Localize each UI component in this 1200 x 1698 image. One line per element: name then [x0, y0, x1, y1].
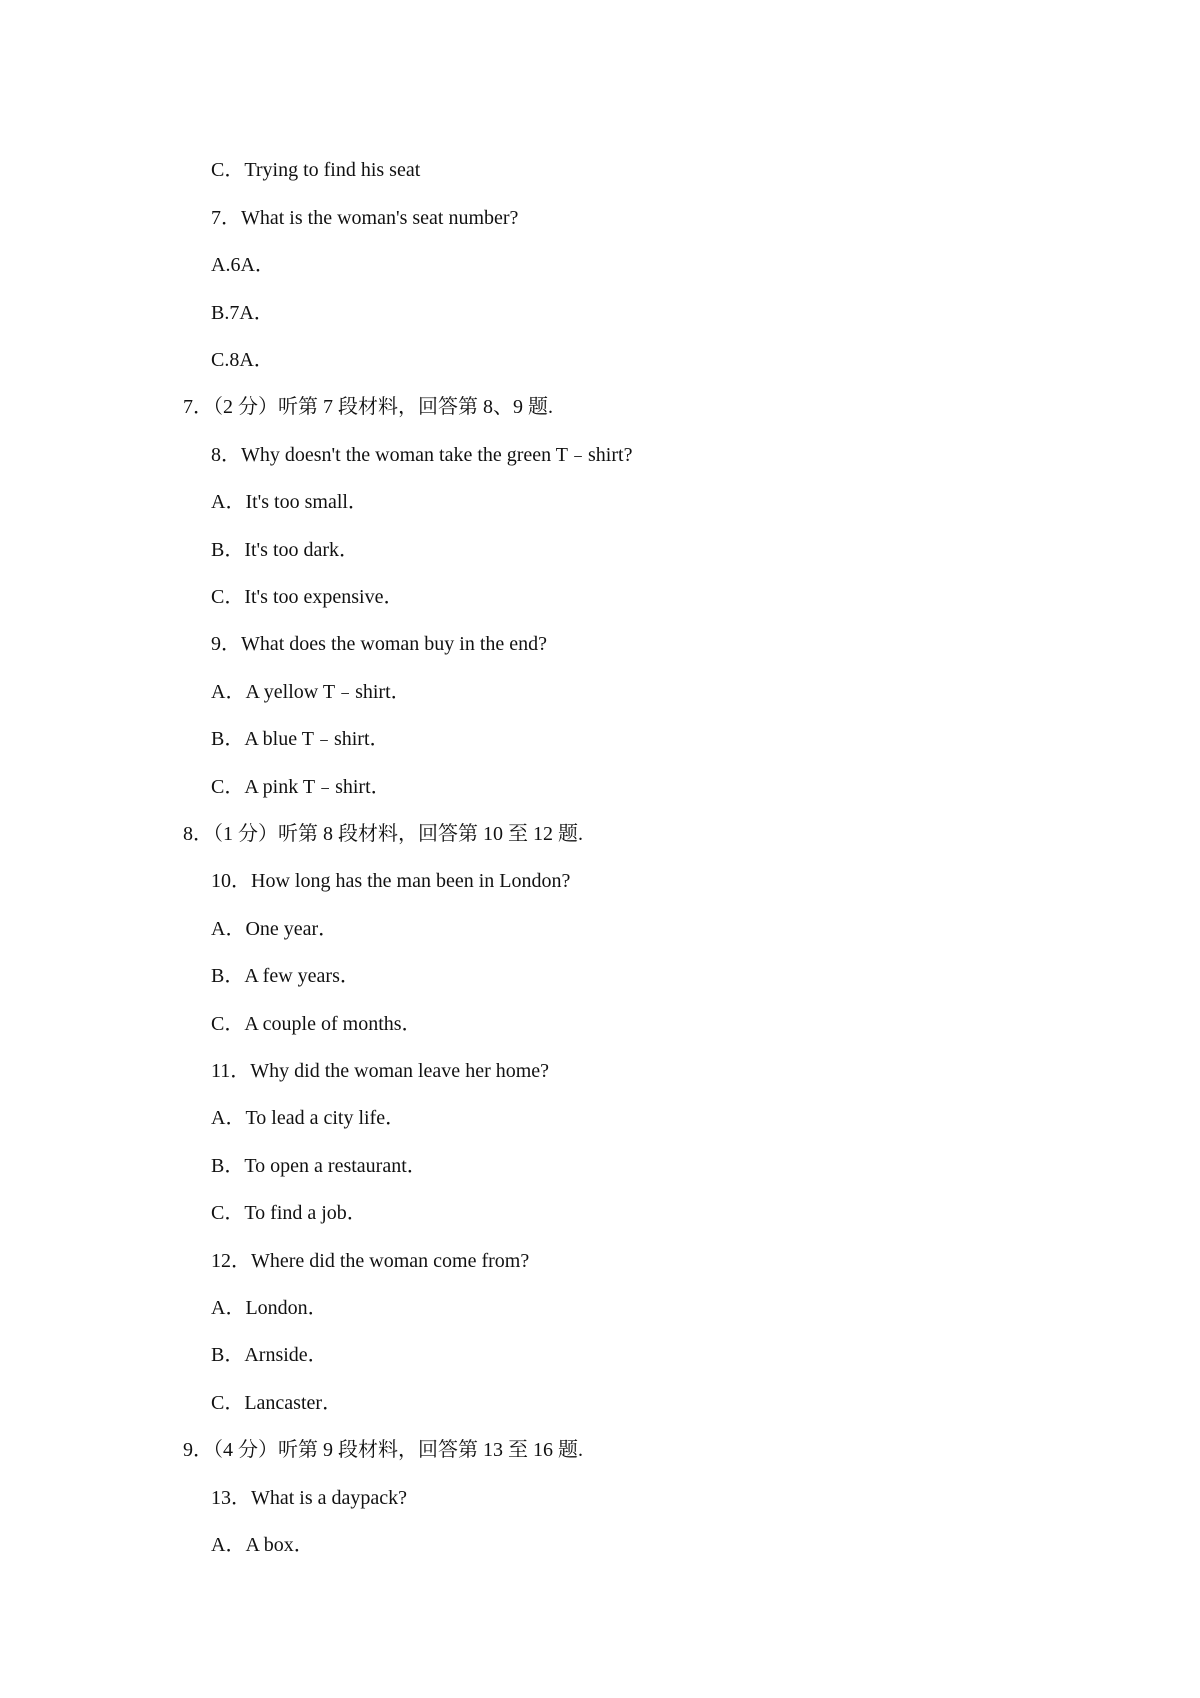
option-b-7a: B.7A．	[211, 302, 274, 324]
question-8: 8．Why doesn't the woman take the green T﹣shirt?	[211, 444, 633, 466]
option-c-too-expensive: C．It's too expensive．	[211, 586, 404, 608]
question-12: 12．Where did the woman come from?	[211, 1250, 530, 1272]
option-c-pink-tshirt: C．A pink T﹣shirt．	[211, 776, 391, 798]
option-c-lancaster: C．Lancaster．	[211, 1392, 343, 1414]
option-a-city-life: A．To lead a city life．	[211, 1107, 406, 1129]
option-c-find-job: C．To find a job．	[211, 1202, 367, 1224]
question-9: 9．What does the woman buy in the end?	[211, 633, 548, 655]
option-c-8a: C.8A．	[211, 349, 274, 371]
question-11: 11．Why did the woman leave her home?	[211, 1060, 550, 1082]
option-b-arnside: B．Arnside．	[211, 1344, 328, 1366]
option-c-trying-to-find-seat: C．Trying to find his seat	[211, 159, 421, 181]
option-a-london: A．London．	[211, 1297, 328, 1319]
option-b-few-years: B．A few years．	[211, 965, 360, 987]
option-c-couple-of-months: C．A couple of months．	[211, 1013, 422, 1035]
section-7-heading: 7．（2 分）听第 7 段材料，回答第 8、9 题.	[183, 396, 553, 418]
question-7: 7．What is the woman's seat number?	[211, 207, 519, 229]
option-b-open-restaurant: B．To open a restaurant．	[211, 1155, 427, 1177]
option-a-one-year: A．One year．	[211, 918, 339, 940]
option-a-box: A．A box．	[211, 1534, 314, 1556]
option-a-6a: A.6A．	[211, 254, 275, 276]
question-10: 10．How long has the man been in London?	[211, 870, 571, 892]
option-a-too-small: A．It's too small．	[211, 491, 368, 513]
option-b-too-dark: B．It's too dark．	[211, 539, 360, 561]
section-8-heading: 8．（1 分）听第 8 段材料，回答第 10 至 12 题.	[183, 823, 583, 845]
section-9-heading: 9．（4 分）听第 9 段材料，回答第 13 至 16 题.	[183, 1439, 583, 1461]
question-13: 13．What is a daypack?	[211, 1487, 408, 1509]
option-b-blue-tshirt: B．A blue T﹣shirt．	[211, 728, 390, 750]
option-a-yellow-tshirt: A．A yellow T﹣shirt．	[211, 681, 411, 703]
